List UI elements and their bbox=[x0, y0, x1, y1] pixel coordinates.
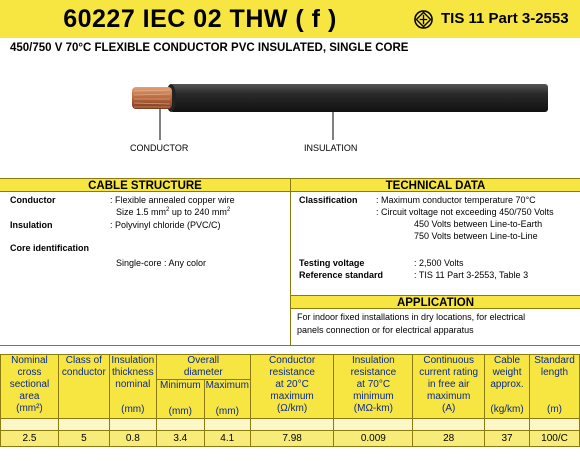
cell-min-diameter: 3.4 bbox=[156, 431, 204, 447]
page-title: 60227 IEC 02 THW ( f ) bbox=[63, 5, 337, 33]
cell-weight: 37 bbox=[485, 431, 530, 447]
header-insulation-thickness: Insulation thickness nominal (mm) bbox=[109, 355, 156, 419]
conductor-spec-value: : Flexible annealed copper wire bbox=[110, 195, 235, 205]
reference-standard-label: Reference standard bbox=[299, 270, 384, 280]
insulation-spec-label: Insulation bbox=[10, 220, 53, 230]
cell-conductor-resistance: 7.98 bbox=[250, 431, 334, 447]
insulation-jacket bbox=[170, 84, 548, 112]
classification-voltage: : Circuit voltage not exceeding 450/750 Volts bbox=[376, 207, 554, 217]
section-bottom-rule bbox=[0, 345, 580, 346]
insulation-spec-value: : Polyvinyl chloride (PVC/C) bbox=[110, 220, 221, 230]
voltage-line-to-earth: 450 Volts between Line-to-Earth bbox=[414, 219, 543, 229]
conductor-spec-label: Conductor bbox=[10, 195, 56, 205]
technical-data-heading: TECHNICAL DATA bbox=[291, 178, 580, 192]
classification-temperature: : Maximum conductor temperature 70°C bbox=[376, 195, 536, 205]
conductor-size-range: Size 1.5 $mm^2$ up to 240 $mm^2$ bbox=[116, 207, 231, 217]
header-overall-diameter: Overall diameter bbox=[156, 355, 250, 380]
cell-class: 5 bbox=[58, 431, 109, 447]
classification-label: Classification bbox=[299, 195, 358, 205]
header-cable-weight: Cable weight approx. (kg/km) bbox=[485, 355, 530, 419]
application-text-line1: For indoor fixed installations in dry locations, for electrical bbox=[297, 312, 526, 322]
application-text-line2: panels connection or for electrical apparatus bbox=[297, 325, 474, 335]
cell-current-rating: 28 bbox=[413, 431, 485, 447]
header-conductor-resistance: Conductor resistance at 20°C maximum (Ω/km) bbox=[250, 355, 334, 419]
reference-standard-value: : TIS 11 Part 3-2553, Table 3 bbox=[414, 270, 529, 280]
table-header-row bbox=[1, 355, 580, 380]
header-insulation-resistance: Insulation resistance at 70°C minimum (MΩ-km) bbox=[334, 355, 413, 419]
header-nominal-area: Nominal cross sectional area (mm²) bbox=[1, 355, 59, 419]
table-row bbox=[1, 431, 580, 447]
cell-area: 2.5 bbox=[1, 431, 59, 447]
cable-subtitle: 450/750 V 70°C FLEXIBLE CONDUCTOR PVC INSULATED, SINGLE CORE bbox=[10, 42, 409, 54]
core-identification-label: Core identification bbox=[10, 243, 90, 253]
cable-photo bbox=[0, 56, 580, 171]
conductor-label: CONDUCTOR bbox=[130, 143, 189, 153]
specification-table bbox=[0, 354, 580, 447]
testing-voltage-label: Testing voltage bbox=[299, 258, 365, 268]
tis-standard-mark-icon bbox=[414, 10, 433, 29]
standard-reference: TIS 11 Part 3-2553 bbox=[441, 10, 569, 27]
table-spacer-row bbox=[1, 419, 580, 431]
header-current-rating: Continuous current rating in free air maximum (A) bbox=[413, 355, 485, 419]
cell-thickness: 0.8 bbox=[109, 431, 156, 447]
core-identification-value: Single-core : Any color bbox=[116, 258, 207, 268]
cell-length: 100/C bbox=[530, 431, 580, 447]
cell-insulation-resistance: 0.009 bbox=[334, 431, 413, 447]
voltage-line-to-line: 750 Volts between Line-to-Line bbox=[414, 231, 538, 241]
section-divider bbox=[290, 178, 291, 345]
header-minimum-diameter: Minimum (mm) bbox=[156, 380, 204, 419]
testing-voltage-value: : 2,500 Volts bbox=[414, 258, 464, 268]
header-maximum-diameter: Maximum (mm) bbox=[205, 380, 249, 417]
cell-max-diameter: 4.1 bbox=[204, 431, 250, 447]
header-class-of-conductor: Class of conductor bbox=[58, 355, 109, 419]
application-heading: APPLICATION bbox=[291, 295, 580, 309]
header-standard-length: Standard length (m) bbox=[530, 355, 580, 419]
insulation-label: INSULATION bbox=[304, 143, 358, 153]
cable-structure-heading: CABLE STRUCTURE bbox=[0, 178, 290, 192]
